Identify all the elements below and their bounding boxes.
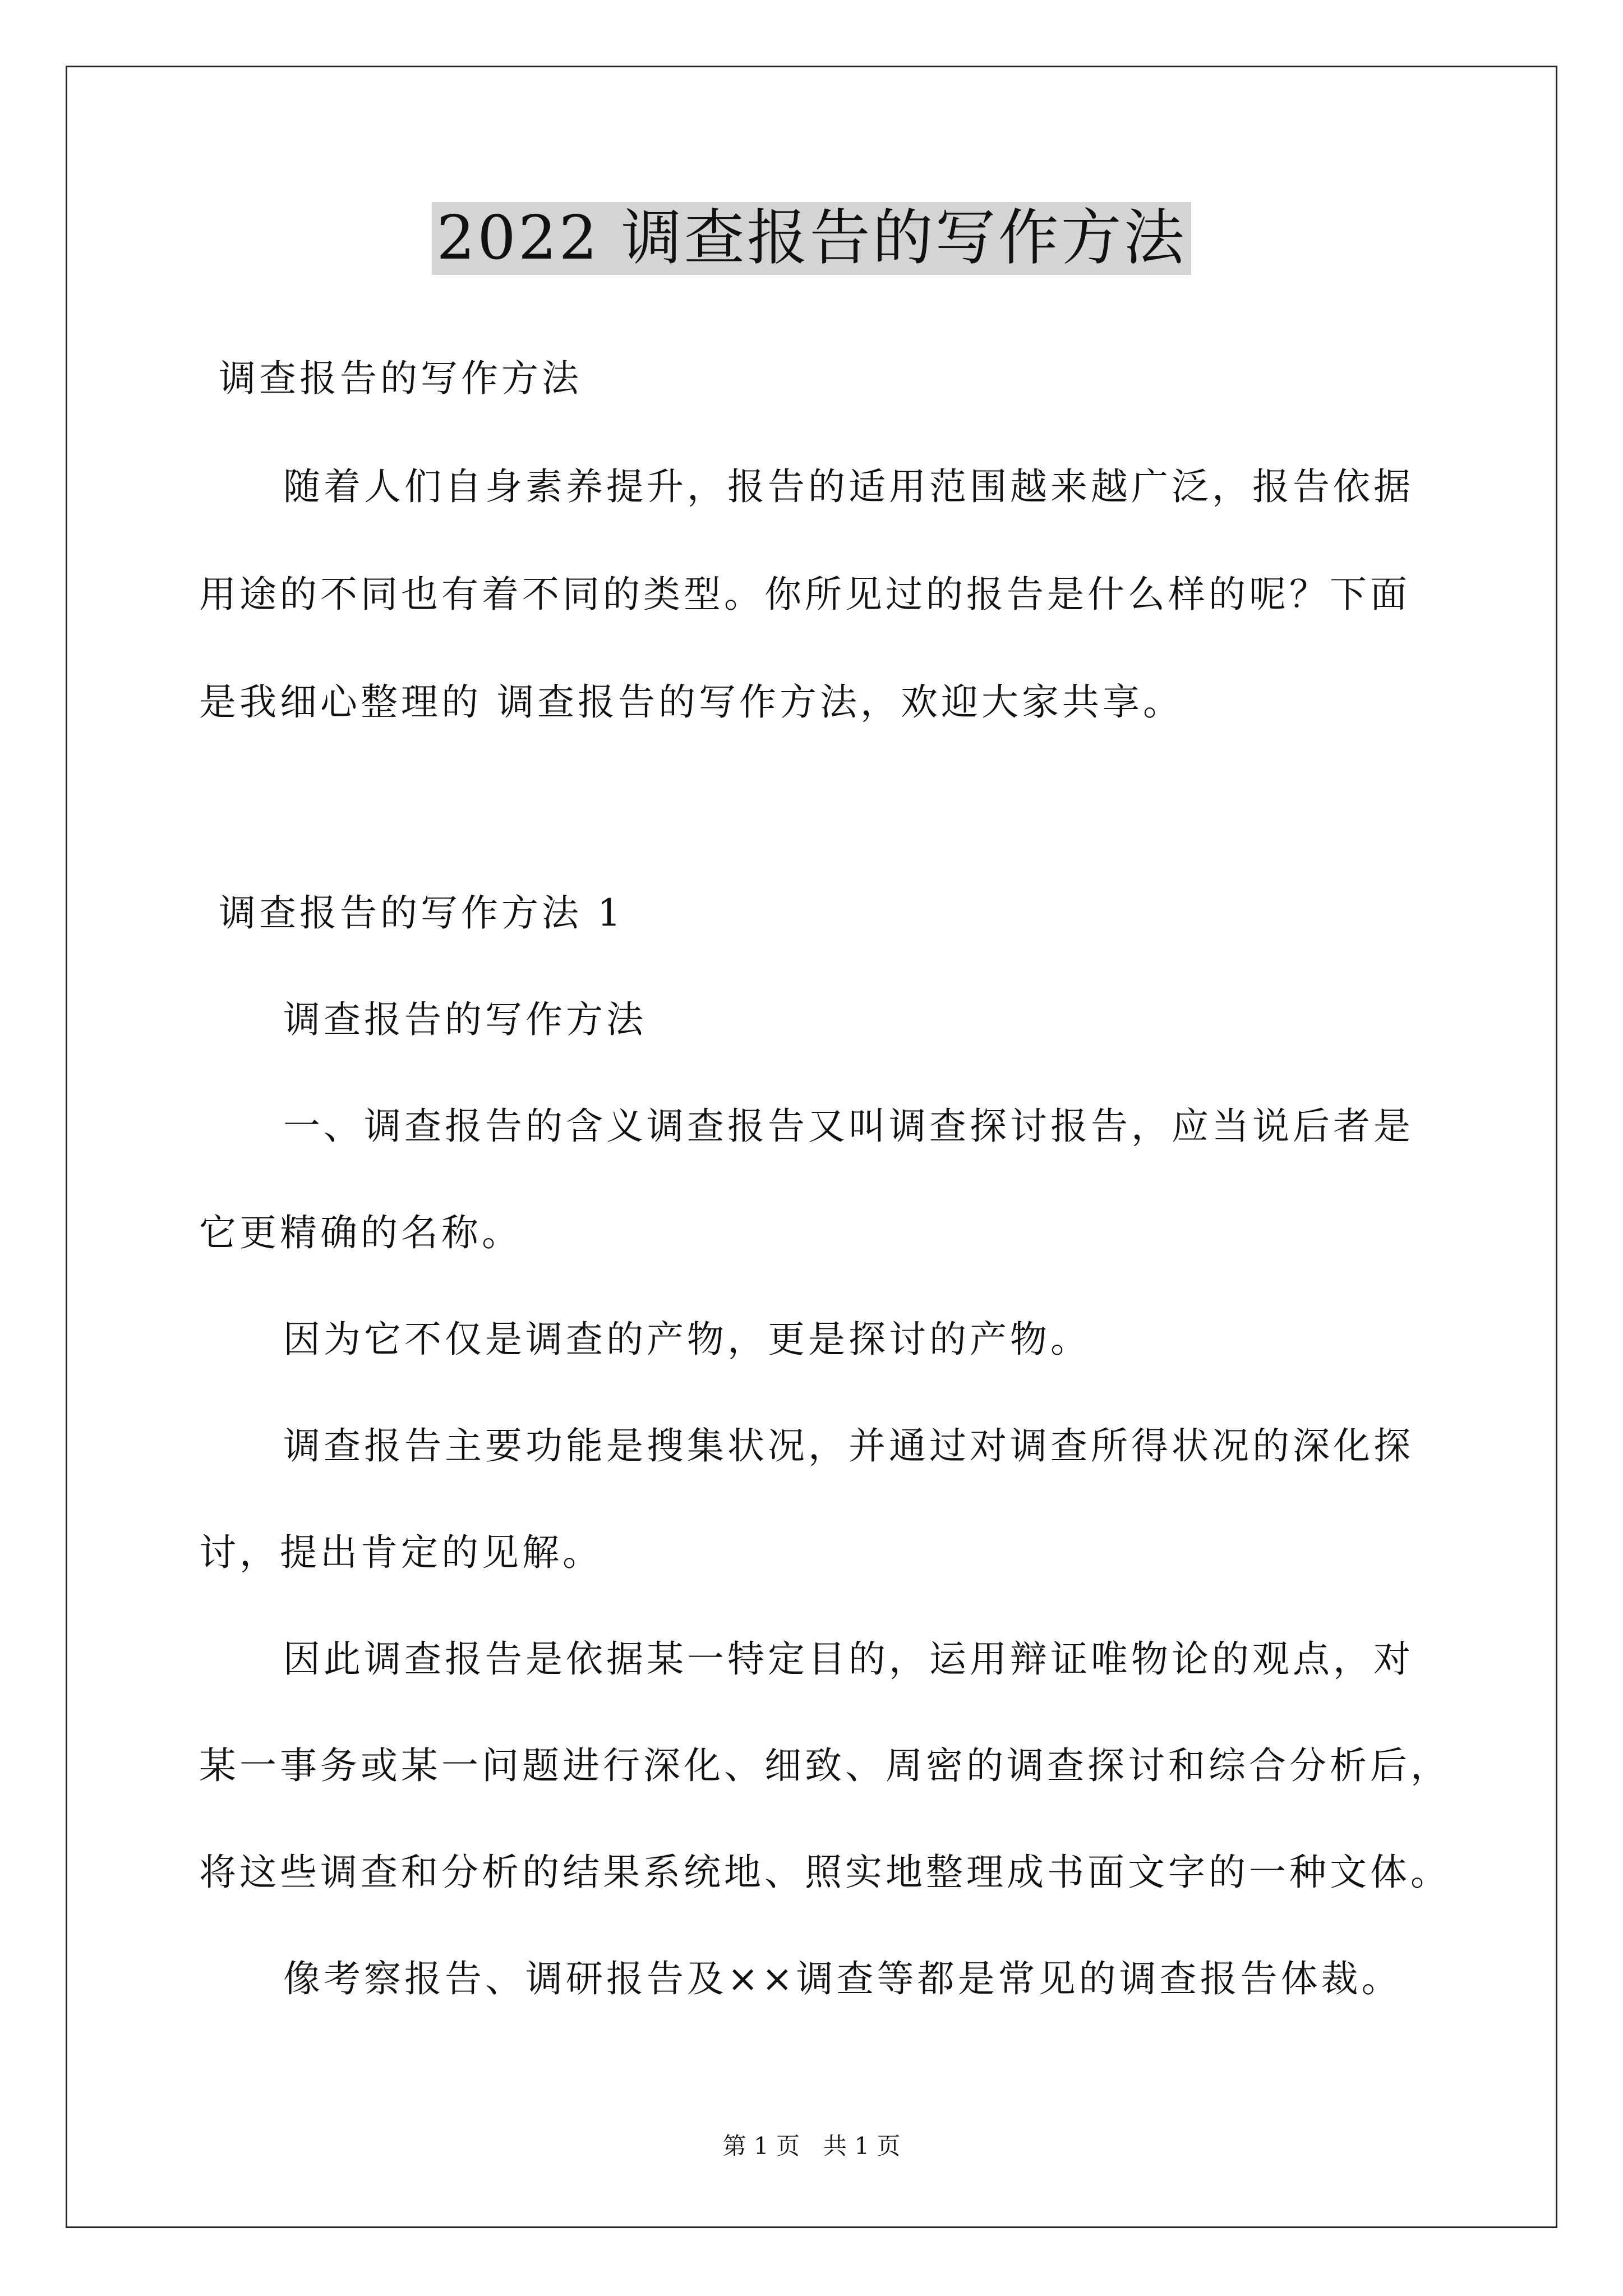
paragraph-line: 调查报告的写作方法 xyxy=(283,998,647,1041)
paragraph-line: 某一事务或某一问题进行深化、细致、周密的调查探讨和综合分析后， xyxy=(199,1744,1451,1787)
paragraph-line: 用途的不同也有着不同的类型。你所见过的报告是什么样的呢？下面 xyxy=(199,573,1410,616)
paragraph-line: 将这些调查和分析的结果系统地、照实地整理成书面文字的一种文体。 xyxy=(199,1851,1451,1894)
paragraph-line: 一、调查报告的含义调查报告又叫调查探讨报告，应当说后者是 xyxy=(283,1105,1414,1148)
section-heading: 调查报告的写作方法 1 xyxy=(219,891,624,935)
page-footer: 第 1 页 共 1 页 xyxy=(722,2132,901,2160)
paragraph-line: 随着人们自身素养提升，报告的适用范围越来越广泛，报告依据 xyxy=(283,465,1414,508)
paragraph-line: 调查报告主要功能是搜集状况，并通过对调查所得状况的深化探 xyxy=(283,1424,1414,1467)
title-container xyxy=(0,202,1623,275)
paragraph-line: 像考察报告、调研报告及××调查等都是常见的调查报告体裁。 xyxy=(283,1957,1402,2000)
paragraph-line: 是我细心整理的 调查报告的写作方法，欢迎大家共享。 xyxy=(199,680,1183,724)
paragraph-line: 因此调查报告是依据某一特定目的，运用辩证唯物论的观点，对 xyxy=(283,1637,1414,1681)
paragraph-line: 讨，提出肯定的见解。 xyxy=(199,1531,603,1574)
paragraph-line: 它更精确的名称。 xyxy=(199,1211,522,1254)
document-title: 2022 调查报告的写作方法 xyxy=(432,202,1191,275)
subtitle-line: 调查报告的写作方法 xyxy=(219,357,582,400)
paragraph-line: 因为它不仅是调查的产物，更是探讨的产物。 xyxy=(283,1318,1091,1361)
